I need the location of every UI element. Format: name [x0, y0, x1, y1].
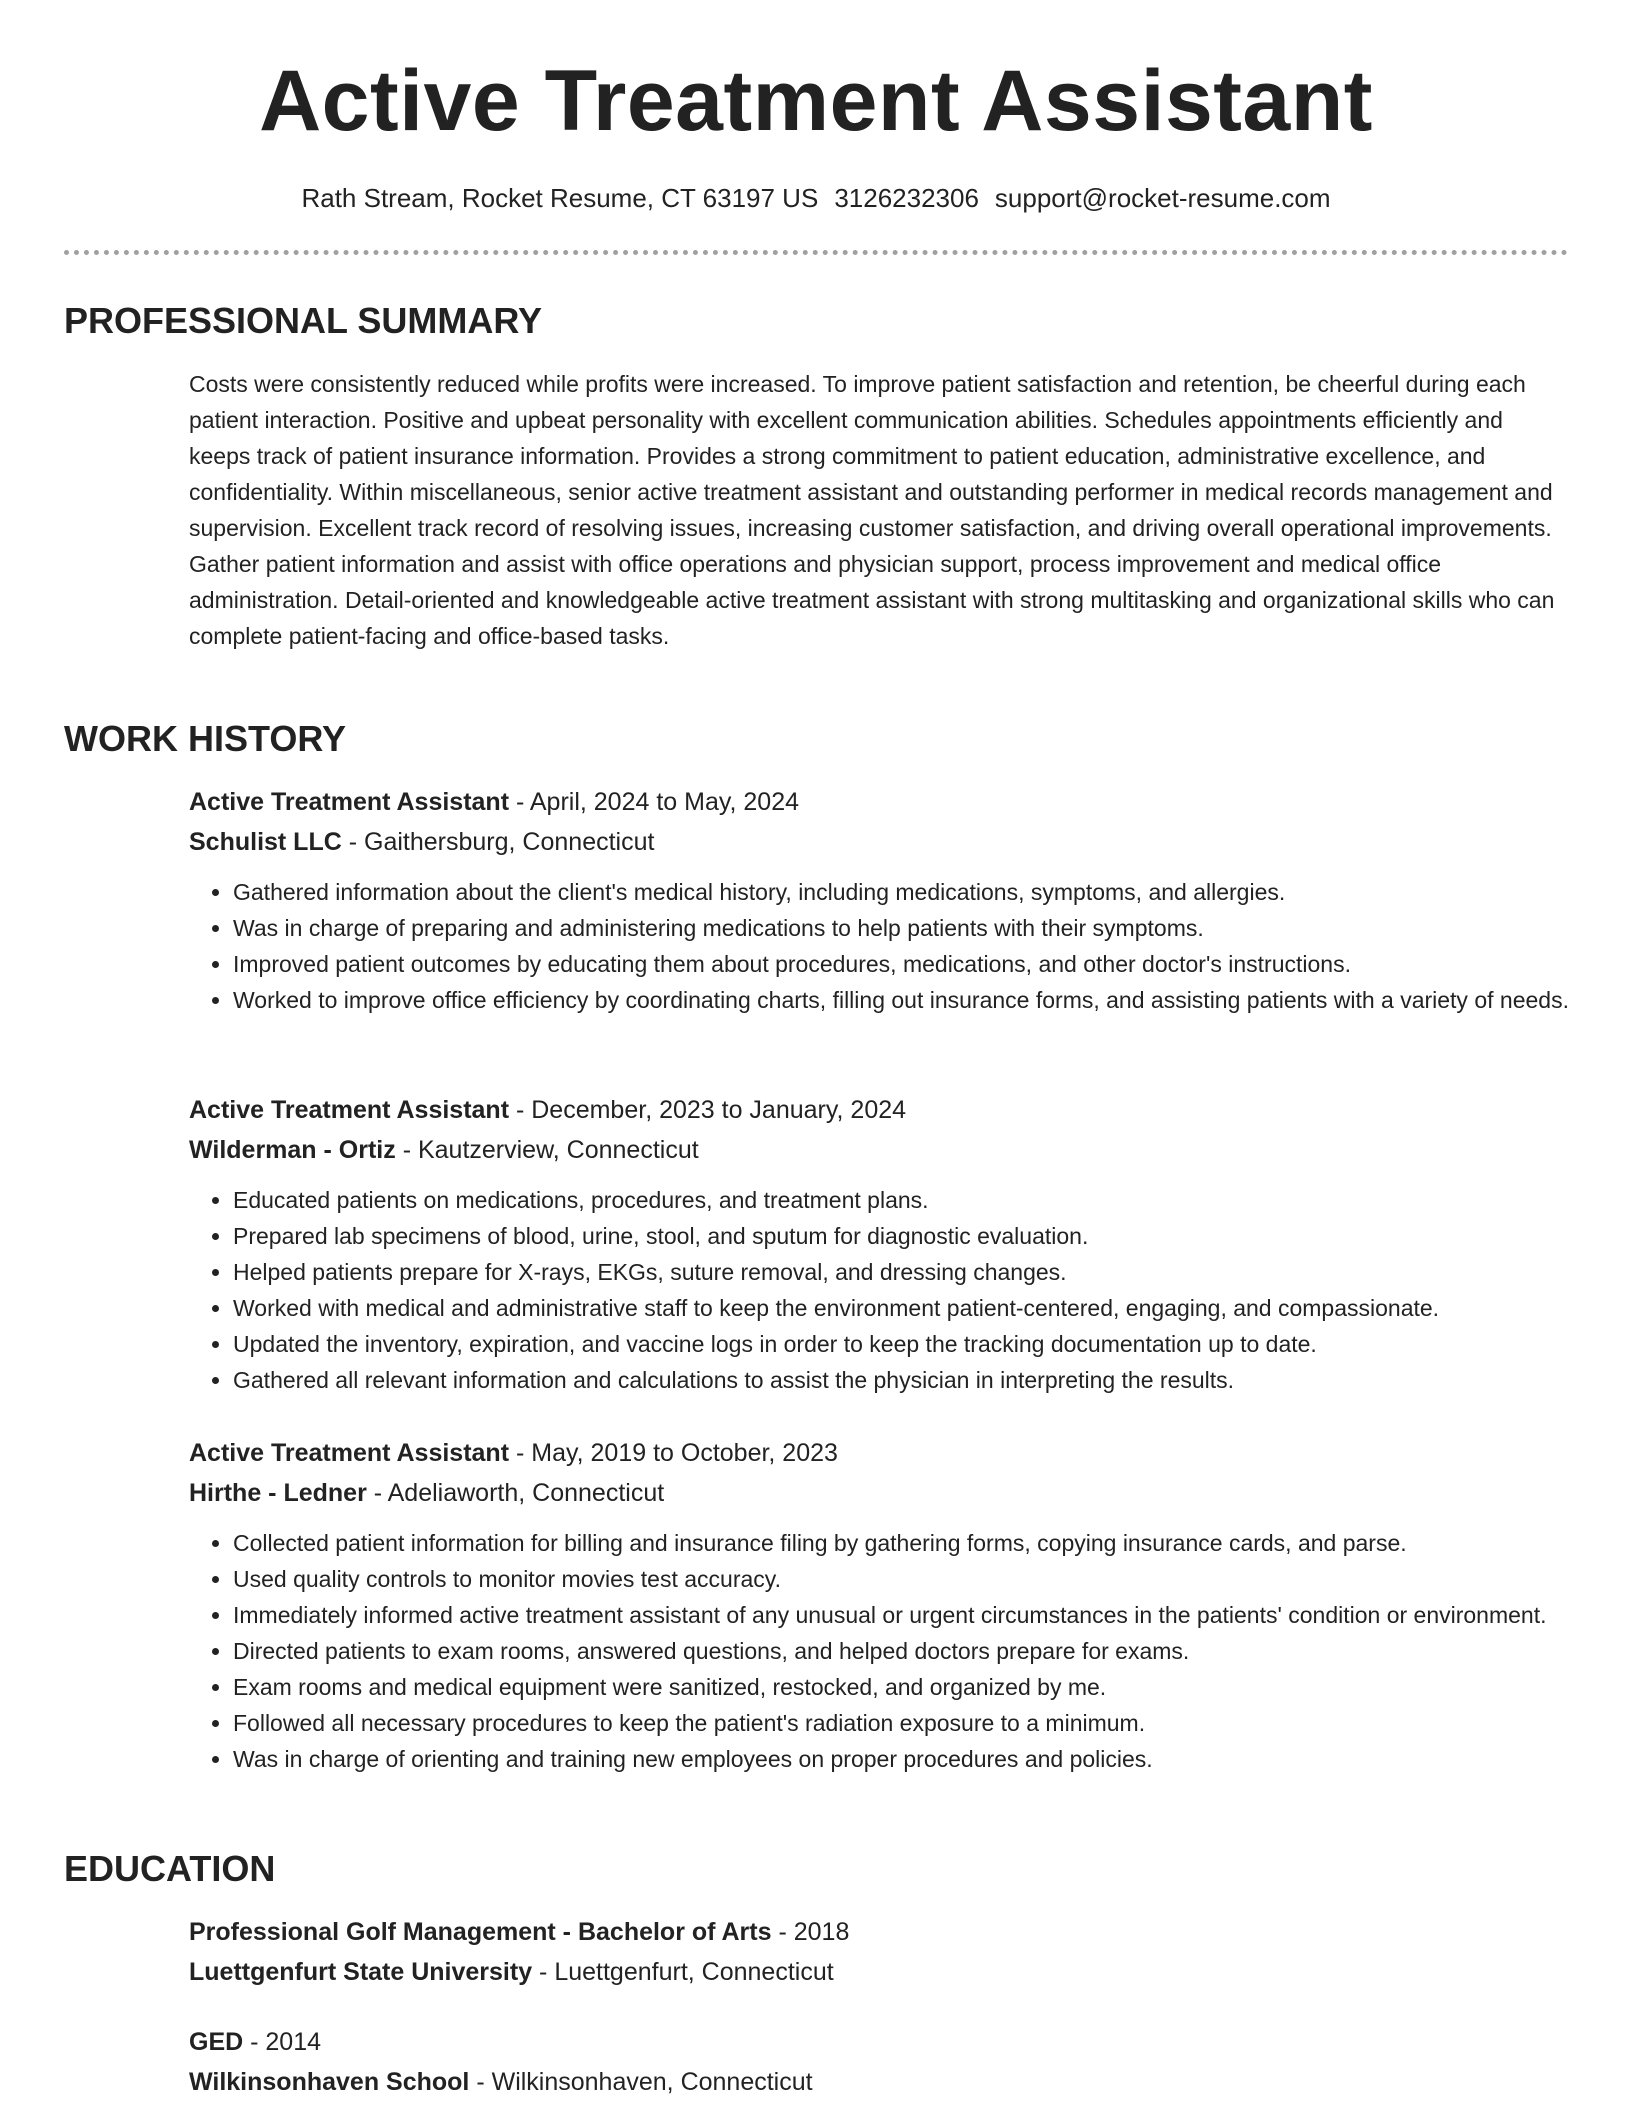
- job-title: Active Treatment Assistant: [189, 1096, 510, 1124]
- contact-line: [0, 183, 1632, 214]
- job-company: Hirthe - Ledner: [189, 1479, 367, 1507]
- job-bullet: • Followed all necessary procedures to keep the patient's radiation exposure to a minimum.: [233, 1705, 1569, 1741]
- education-entry: [189, 1912, 1569, 1992]
- contact-phone: 3126232306: [834, 183, 979, 213]
- job-bullet: • Educated patients on medications, procedures, and treatment plans.: [233, 1182, 1569, 1218]
- education-degree: Professional Golf Management - Bachelor of Arts: [189, 1918, 772, 1946]
- education-year: - 2018: [771, 1918, 850, 1946]
- job-dates: - December, 2023 to January, 2024: [509, 1096, 907, 1124]
- education-school: Luettgenfurt State University: [189, 1958, 533, 1986]
- resume-name-heading: Active Treatment Assistant: [259, 53, 1373, 149]
- header-divider: [64, 250, 1568, 255]
- job-title-line: [189, 782, 1569, 822]
- job-bullet: • Updated the inventory, expiration, and vaccine logs in order to keep the tracking documentation up to date.: [233, 1326, 1569, 1362]
- job-dates: - May, 2019 to October, 2023: [509, 1439, 838, 1467]
- job-bullet-list: [189, 874, 1569, 1018]
- job-bullet-list: [189, 1182, 1569, 1398]
- education-degree: GED: [189, 2028, 244, 2056]
- job-title: Active Treatment Assistant: [189, 1439, 510, 1467]
- contact-address: Rath Stream, Rocket Resume, CT 63197 US: [301, 183, 819, 213]
- job-company-line: [189, 1130, 1569, 1170]
- education-entry: [189, 2022, 1569, 2102]
- job-entry: [189, 782, 1569, 1018]
- section-title-work-history: WORK HISTORY: [64, 718, 347, 759]
- education-school-line: [189, 1952, 1569, 1992]
- job-title: Active Treatment Assistant: [189, 788, 510, 816]
- job-bullet-list: [189, 1525, 1569, 1777]
- job-bullet: • Was in charge of orienting and training new employees on proper procedures and policies.: [233, 1741, 1569, 1777]
- summary-paragraph: Costs were consistently reduced while profits were increased. To improve patient satisfaction and retention, be cheerful during each patient interaction. Positive and upbeat personality with excellent communication abilities. Schedules appointments efficiently and keeps track of patient insurance information. Provides a strong commitment to patient education, administrative excellence, and confidentiality. Within miscellaneous, senior active treatment assistant and outstanding performer in medical records management and supervision. Excellent track record of resolving issues, increasing customer satisfaction, and driving overall operational improvements. Gather patient information and assist with office operations and physician support, process improvement and medical office administration. Detail-oriented and knowledgeable active treatment assistant with strong multitasking and organizational skills who can complete patient-facing and office-based tasks.: [189, 371, 1555, 649]
- job-bullet: • Exam rooms and medical equipment were sanitized, restocked, and organized by me.: [233, 1669, 1569, 1705]
- job-bullet: • Worked to improve office efficiency by coordinating charts, filling out insurance forms, and assisting patients with a variety of needs.: [233, 982, 1569, 1018]
- education-degree-line: [189, 2022, 1569, 2062]
- education-location: - Wilkinsonhaven, Connecticut: [469, 2068, 813, 2096]
- job-title-line: [189, 1433, 1569, 1473]
- education-school: Wilkinsonhaven School: [189, 2068, 470, 2096]
- education-location: - Luettgenfurt, Connecticut: [532, 1958, 834, 1986]
- job-bullet: • Directed patients to exam rooms, answered questions, and helped doctors prepare for exams.: [233, 1633, 1569, 1669]
- section-title-education: EDUCATION: [64, 1848, 276, 1889]
- job-company-line: [189, 822, 1569, 862]
- job-bullet: • Improved patient outcomes by educating them about procedures, medications, and other doctor's instructions.: [233, 946, 1569, 982]
- job-dates: - April, 2024 to May, 2024: [509, 788, 800, 816]
- job-bullet: • Helped patients prepare for X-rays, EKGs, suture removal, and dressing changes.: [233, 1254, 1569, 1290]
- education-school-line: [189, 2062, 1569, 2102]
- job-bullet: • Used quality controls to monitor movies test accuracy.: [233, 1561, 1569, 1597]
- job-company: Wilderman - Ortiz: [189, 1136, 396, 1164]
- job-bullet: • Immediately informed active treatment assistant of any unusual or urgent circumstances in the patients' condition or environment.: [233, 1597, 1569, 1633]
- contact-email: support@rocket-resume.com: [994, 183, 1331, 213]
- job-bullet: • Gathered information about the client's medical history, including medications, symptoms, and allergies.: [233, 874, 1569, 910]
- education-degree-line: [189, 1912, 1569, 1952]
- job-title-line: [189, 1090, 1569, 1130]
- job-bullet: • Gathered all relevant information and calculations to assist the physician in interpreting the results.: [233, 1362, 1569, 1398]
- job-company-line: [189, 1473, 1569, 1513]
- job-bullet: • Worked with medical and administrative staff to keep the environment patient-centered, engaging, and compassionate.: [233, 1290, 1569, 1326]
- job-location: - Gaithersburg, Connecticut: [341, 828, 655, 856]
- job-company: Schulist LLC: [189, 828, 342, 856]
- job-bullet: • Prepared lab specimens of blood, urine, stool, and sputum for diagnostic evaluation.: [233, 1218, 1569, 1254]
- job-entry: [189, 1090, 1569, 1398]
- job-location: - Adeliaworth, Connecticut: [366, 1479, 665, 1507]
- job-location: - Kautzerview, Connecticut: [395, 1136, 699, 1164]
- job-bullet: • Collected patient information for billing and insurance filing by gathering forms, copying insurance cards, and parse.: [233, 1525, 1569, 1561]
- job-entry: [189, 1433, 1569, 1777]
- section-title-summary: PROFESSIONAL SUMMARY: [64, 300, 543, 341]
- education-year: - 2014: [243, 2028, 322, 2056]
- job-bullet: • Was in charge of preparing and administering medications to help patients with their symptoms.: [233, 910, 1569, 946]
